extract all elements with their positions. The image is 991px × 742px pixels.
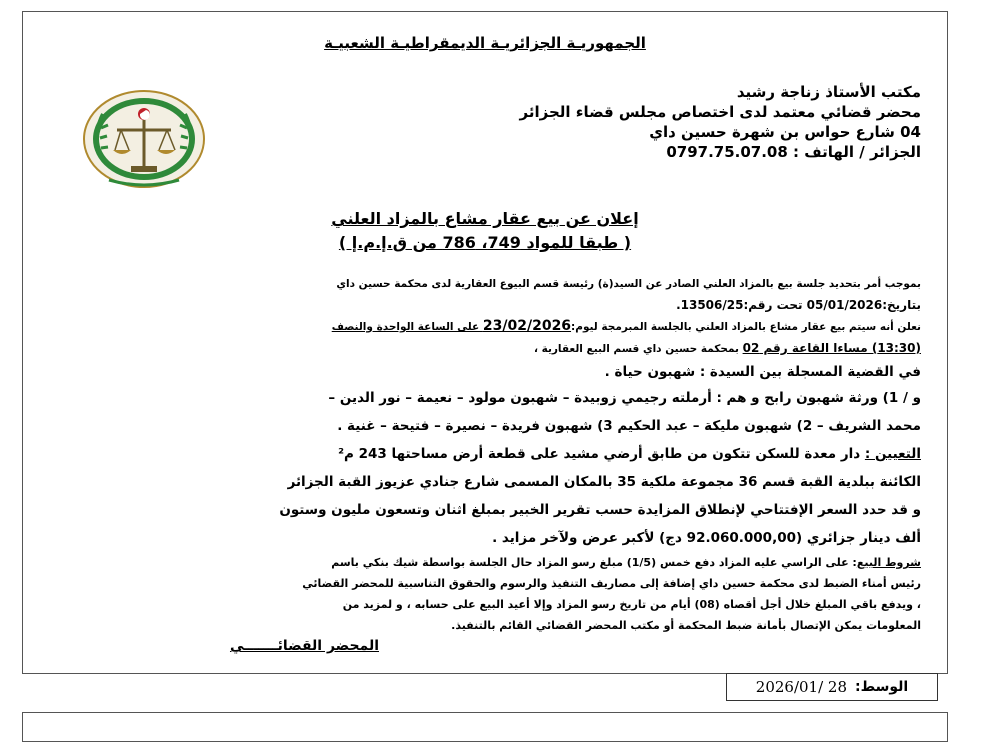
- property-description-line: التعيين : دار معدة للسكن تتكون من طابق أرضي مشيد على قطعة أرض مساحتها 243 م²: [338, 446, 921, 462]
- property-location-line: الكائنة ببلدية القبة قسم 36 مجموعة ملكية 35 بالمكان المسمى شارع جنادي عزيوز القبة الجزائر: [287, 474, 921, 490]
- next-announcement-frame: [22, 712, 948, 742]
- announcement-frame: [22, 11, 948, 696]
- office-phone: الجزائر / الهاتف : 0797.75.07.08: [666, 143, 921, 161]
- office-name: مكتب الأستاذ زناجة رشيد: [736, 83, 921, 101]
- newspaper-label: الوسط:: [855, 679, 909, 695]
- sale-conditions-label: شروط البيع: [856, 556, 921, 569]
- order-paragraph: بموجب أمر بتحديد جلسة بيع بالمزاد العلني الصادر عن السيد(ة) رئيسة قسم البيوع العقارية لدى محكمة حسين داي: [336, 278, 921, 290]
- starting-price-amount-line: ألف دينار جزائري (92.060.000,00 دج) لأكبر عرض ولآخر مزايد .: [492, 530, 921, 546]
- sale-conditions-line: شروط البيع: على الراسي عليه المزاد دفع خمس (1/5) مبلغ رسو المزاد حال الجلسة بواسطة شيك بنكي باسم: [331, 556, 921, 569]
- notice-subtitle: ( طبقا للمواد 749، 786 من ق.إ.م.إ ): [338, 233, 632, 252]
- sale-time-line: (13:30) مساءا القاعة رقم 02 بمحكمة حسين داي قسم البيع العقارية ،: [533, 341, 921, 355]
- sale-time: (13:30) مساءا القاعة رقم 02: [742, 341, 921, 355]
- starting-price-line: و قد حدد السعر الإفتتاحي لإنطلاق المزايدة حسب تقرير الخبير بمبلغ اثنان وتسعون مليون وستون: [279, 502, 921, 518]
- sale-date-line: نعلن أنه سيتم بيع عقار مشاع بالمزاد العلني بالجلسة المبرمجة ليوم:23/02/2026 على الساعة الواحدة والنصف: [331, 318, 921, 334]
- bailiff-signature: المحضر القضائـــــــي: [229, 638, 379, 654]
- bailiff-office-block: [401, 82, 921, 162]
- heirs-line-2: محمد الشريف – 2) شهبون مليكة – عبد الحكيم 3) شهبون فريدة – نصيرة – فتيحة – غنية .: [337, 418, 921, 434]
- case-parties-line: في القضية المسجلة بين السيدة : شهبون حياة .: [604, 364, 921, 380]
- publication-stamp: [726, 673, 938, 701]
- office-jurisdiction: محضر قضائي معتمد لدى اختصاص مجلس قضاء الجزائر: [519, 103, 921, 121]
- heirs-line-1: و / 1) ورثة شهبون رابح و هم : أرملته رجيمي زوبيدة – شهبون مولود – نعيمة – نور الدين –: [328, 390, 921, 406]
- republic-header: الجمهوريـة الجزائريـة الديمقراطيـة الشعبيـة: [324, 34, 646, 52]
- notice-title: إعلان عن بيع عقار مشاع بالمزاد العلني: [331, 209, 639, 228]
- scales-of-justice-seal-icon: [79, 84, 209, 194]
- sale-date: 23/02/2026: [482, 318, 572, 334]
- sale-conditions-line-3: ، ويدفع باقي المبلغ خلال أجل أقصاه (08) أيام من تاريخ رسو المزاد وإلا أعيد البيع على حسابه ، و لمزيد من: [342, 598, 921, 611]
- contact-info-line: المعلومات يمكن الإتصال بأمانة ضبط المحكمة أو مكتب المحضر القضائي القائم بالتنفيذ.: [451, 619, 921, 632]
- designation-label: التعيين :: [864, 446, 921, 462]
- order-date-line: بتاريخ:05/01/2026 تحت رقم:13506/25.: [676, 298, 921, 312]
- office-address: 04 شارع حواس بن شهرة حسين داي: [649, 123, 921, 141]
- publication-date: 2026/01/ 28: [755, 678, 848, 696]
- sale-conditions-line-2: رئيس أمناء الضبط لدى محكمة حسين داي إضافة إلى مصاريف التنفيذ والرسوم والحقوق التناسبية للمحضر القضائي: [302, 577, 921, 590]
- notice-body: [71, 274, 921, 636]
